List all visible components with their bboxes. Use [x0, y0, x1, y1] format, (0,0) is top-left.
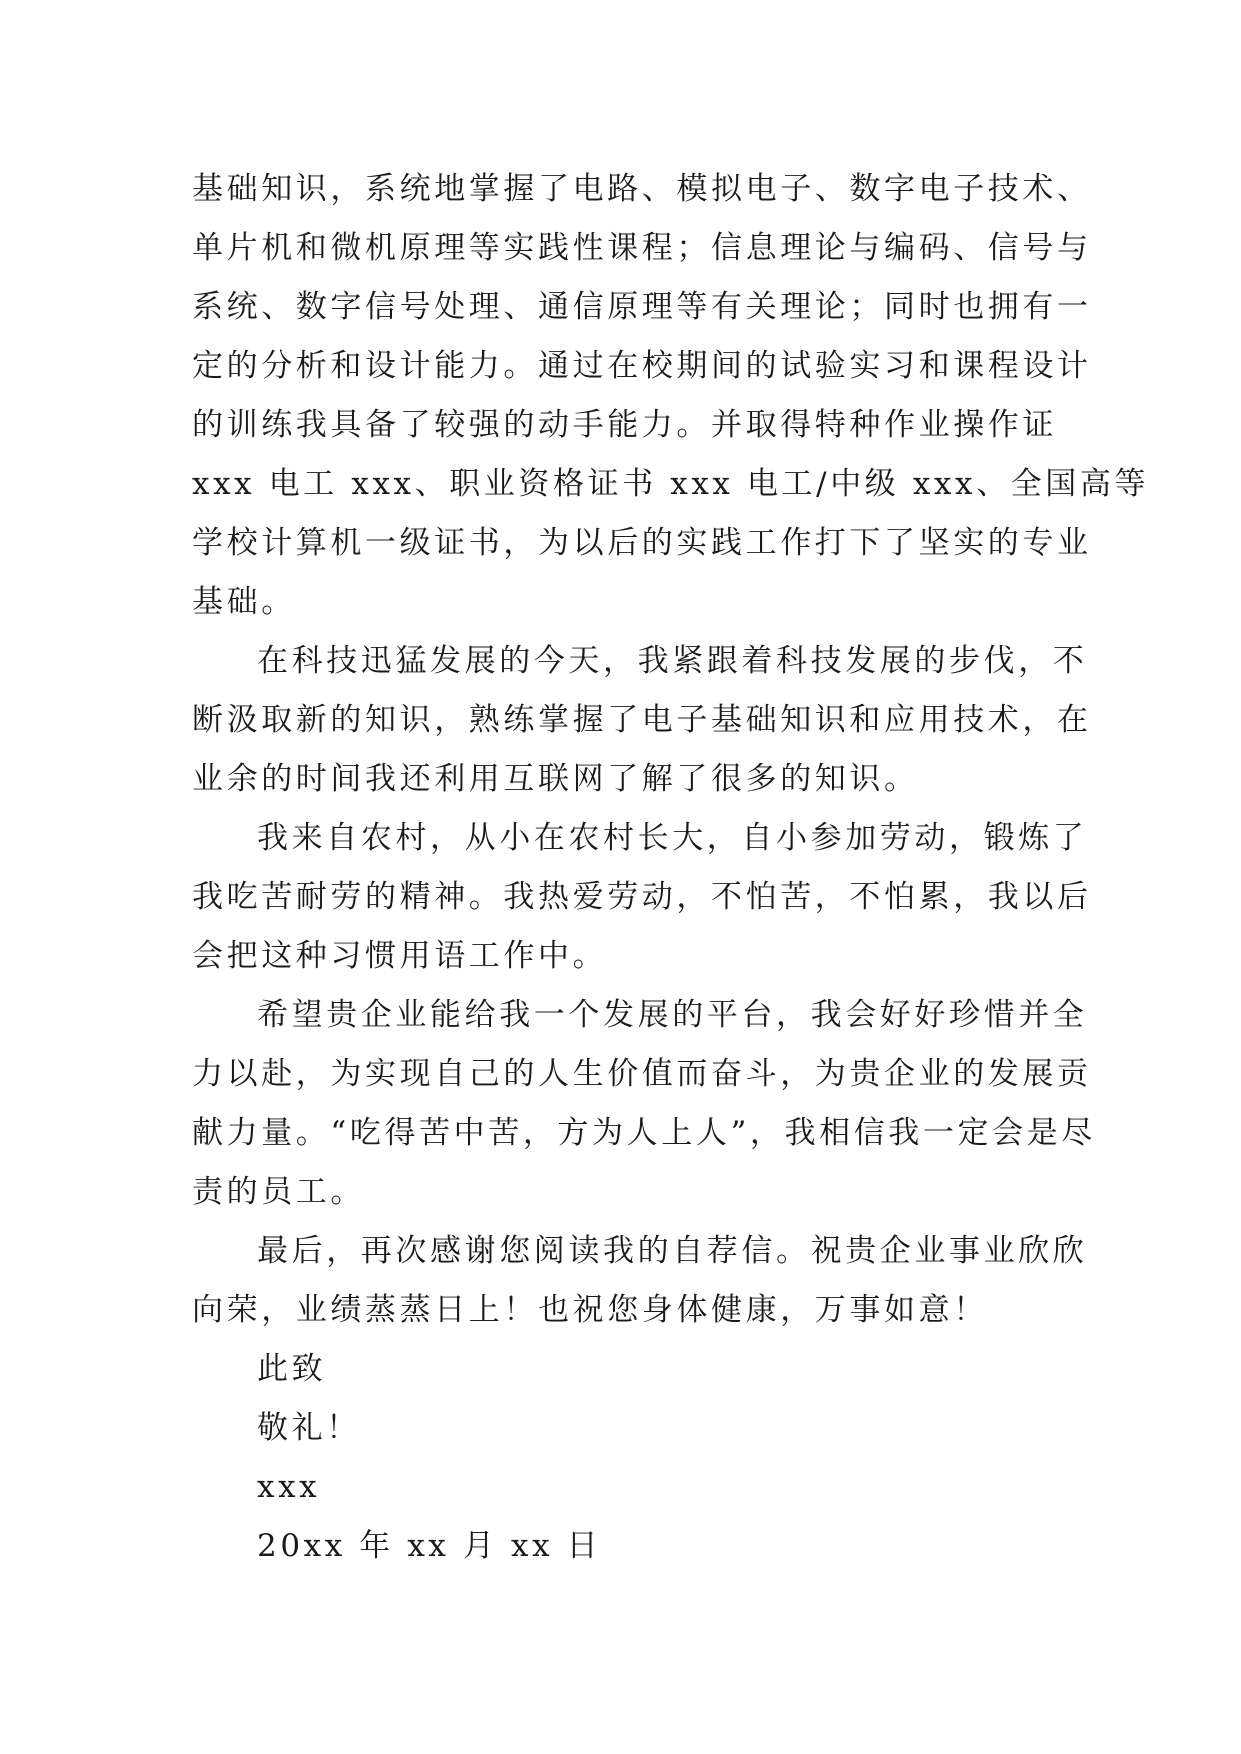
text-line: 会把这种习惯用语工作中。	[192, 938, 608, 974]
closing-regards: 敬礼！	[257, 1410, 361, 1446]
paragraph	[192, 1222, 1088, 1340]
text-line: 断汲取新的知识，熟练掌握了电子基础知识和应用技术，在	[192, 702, 1092, 738]
text-line: 的训练我具备了较强的动手能力。并取得特种作业操作证	[192, 407, 1057, 443]
text-line: xxx 电工 xxx、职业资格证书 xxx 电工/中级 xxx、全国高等	[192, 466, 1150, 502]
closing-salutation: 此致	[257, 1351, 327, 1387]
text-line: 定的分析和设计能力。通过在校期间的试验实习和课程设计	[192, 348, 1092, 384]
text-line: 基础知识，系统地掌握了电路、模拟电子、数字电子技术、	[192, 171, 1092, 207]
text-line: 学校计算机一级证书，为以后的实践工作打下了坚实的专业	[192, 525, 1092, 561]
text-line: 力以赴，为实现自己的人生价值而奋斗，为贵企业的发展贡	[192, 1056, 1092, 1092]
letter-closing	[192, 1340, 1072, 1576]
paragraph	[192, 986, 1096, 1222]
text-line: 系统、数字信号处理、通信原理等有关理论；同时也拥有一	[192, 289, 1092, 325]
text-line: 我来自农村，从小在农村长大，自小参加劳动，锻炼了	[257, 820, 1088, 856]
text-line: 责的员工。	[192, 1174, 365, 1210]
letter-date: 20xx 年 xx 月 xx 日	[257, 1528, 602, 1564]
text-line: 基础。	[192, 584, 296, 620]
signature: xxx	[257, 1469, 321, 1505]
text-line: 献力量。“吃得苦中苦，方为人上人”，我相信我一定会是尽	[192, 1115, 1096, 1151]
text-line: 单片机和微机原理等实践性课程；信息理论与编码、信号与	[192, 230, 1092, 266]
letter-body	[192, 160, 1150, 1576]
text-line: 最后，再次感谢您阅读我的自荐信。祝贵企业事业欣欣	[257, 1233, 1088, 1269]
text-line: 业余的时间我还利用互联网了解了很多的知识。	[192, 761, 919, 797]
text-line: 希望贵企业能给我一个发展的平台，我会好好珍惜并全	[257, 997, 1088, 1033]
paragraph	[192, 809, 1092, 986]
text-line: 向荣，业绩蒸蒸日上！也祝您身体健康，万事如意！	[192, 1292, 988, 1328]
paragraph	[192, 632, 1092, 809]
text-line: 我吃苦耐劳的精神。我热爱劳动，不怕苦，不怕累，我以后	[192, 879, 1092, 915]
paragraph	[192, 160, 1150, 632]
text-line: 在科技迅猛发展的今天，我紧跟着科技发展的步伐，不	[257, 643, 1088, 679]
